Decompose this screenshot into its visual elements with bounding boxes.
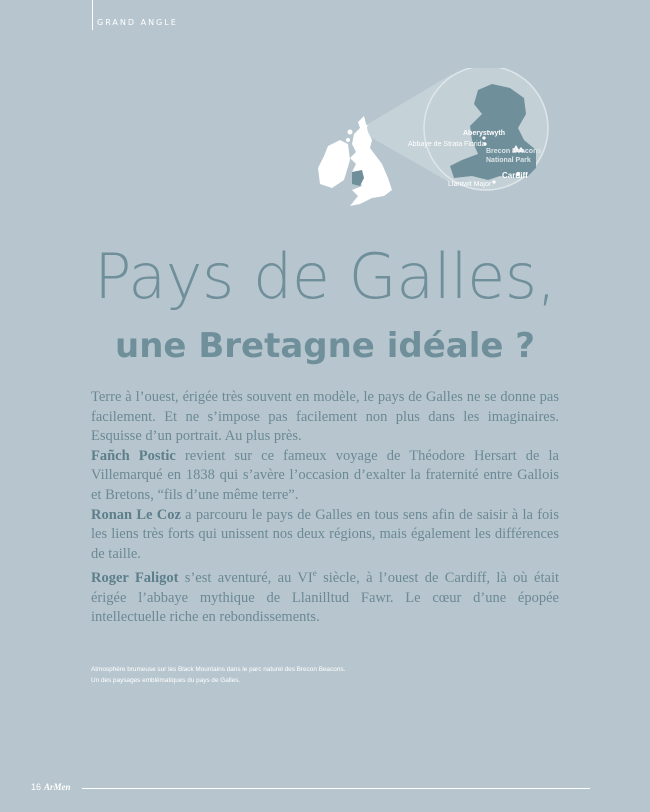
section-label: GRAND ANGLE xyxy=(97,18,178,27)
article-body xyxy=(91,388,559,628)
page-number: 16 xyxy=(31,782,42,792)
photo-caption xyxy=(91,664,345,686)
author-postic: Fañch Postic xyxy=(91,447,176,464)
paragraph-faligot-text-b: siècle, à l’ouest de Cardiff, là où était érigée l’abbaye mythique de Llanilltud Fawr. Le cœur d’une épopée intellectuelle riche en rebondissements. xyxy=(91,570,560,626)
brecon-label: Brecon Beacons xyxy=(486,148,542,155)
author-lecoz: Ronan Le Coz xyxy=(91,506,181,523)
cardiff-label: Cardiff xyxy=(502,171,528,180)
paragraph-lecoz xyxy=(91,506,559,565)
paragraph-postic xyxy=(91,447,559,506)
llantwit-dot xyxy=(492,180,495,183)
century-superscript: e xyxy=(312,568,317,579)
caption-line-2: Un des paysages emblématiques du pays de Galles. xyxy=(91,677,241,684)
article-title: Pays de Galles, xyxy=(94,240,556,313)
header-rule xyxy=(92,0,93,30)
paragraph-faligot xyxy=(91,564,559,628)
intro-paragraph: Terre à l’ouest, érigée très souvent en modèle, le pays de Galles ne se donne pas facilement. Et ne s’impose pas facilement non plus dans les imaginaires. Esquisse d’un portrait. Au plus près. xyxy=(91,389,559,445)
aberystwyth-label: Aberystwyth xyxy=(463,130,506,137)
island xyxy=(346,138,350,142)
llantwit-label: Llantwit Major xyxy=(448,181,492,188)
caption-line-1: Atmosphère brumeuse sur les Black Mountains dans le parc naturel des Brecon Beacons. xyxy=(91,666,346,673)
abbaye-label: Abbaye de Strata Florida xyxy=(408,141,486,148)
island xyxy=(365,125,368,128)
author-faligot: Roger Faligot xyxy=(91,570,179,587)
paragraph-lecoz-text: a parcouru le pays de Galles en tous sens afin de saisir à la fois les liens très forts qui unissent nos deux régions, mais également les différences de taille. xyxy=(91,506,559,562)
ireland-shape xyxy=(318,140,350,188)
footer-rule xyxy=(82,788,590,789)
island xyxy=(348,130,353,135)
paragraph-postic-text: revient sur ce fameux voyage de Théodore Hersart de la Villemarqué en 1838 qui s’avère l’occasion d’exalter la fraternité entre Gallois et Bretons, “fils d’une même terre”. xyxy=(91,447,559,503)
magazine-logo: ArMen xyxy=(44,782,71,792)
article-subtitle: une Bretagne idéale ? xyxy=(115,326,535,366)
paragraph-faligot-text-a: s’est aventuré, au VI xyxy=(178,570,313,587)
national-park-label: National Park xyxy=(486,157,531,164)
wales-locator-map xyxy=(310,68,560,208)
